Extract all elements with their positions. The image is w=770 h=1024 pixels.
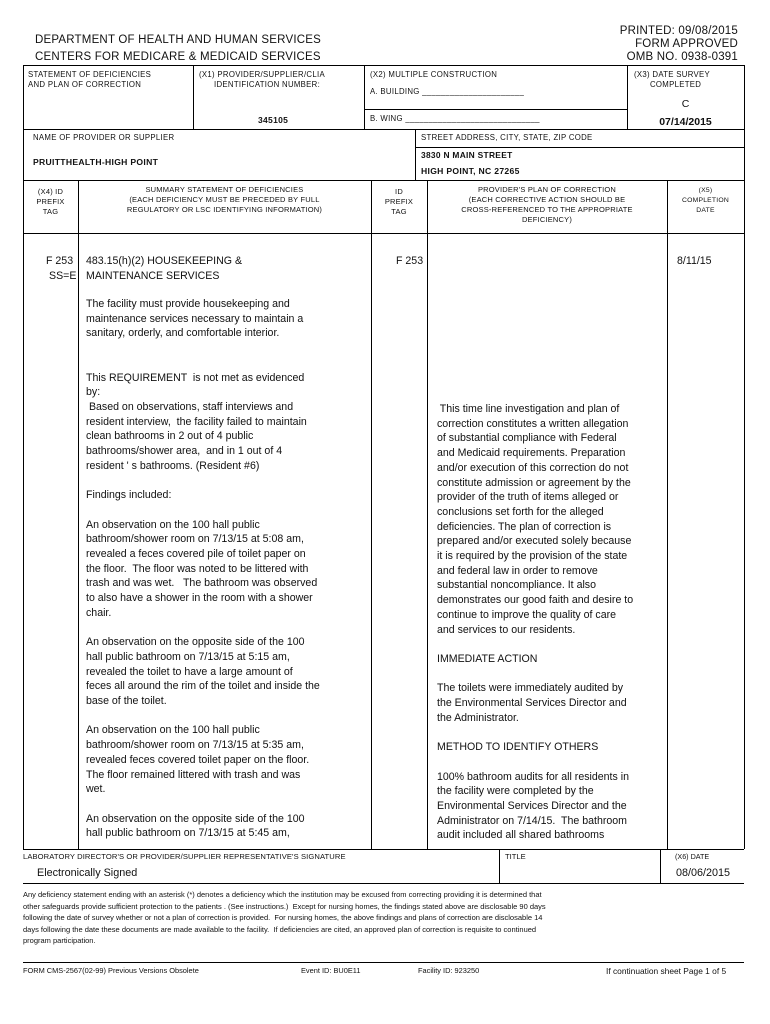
divider (371, 180, 372, 849)
divider (23, 65, 24, 849)
facility-id: Facility ID: 923250 (418, 966, 480, 975)
signature-date: 08/06/2015 (676, 867, 731, 879)
divider (667, 180, 668, 849)
divider (364, 65, 365, 129)
id-tag-header: ID PREFIX TAG (384, 187, 414, 216)
survey-code: C (681, 98, 690, 110)
building-field: A. BUILDING ______________________ (370, 87, 525, 96)
divider (364, 109, 627, 110)
completion-header: (X5) COMPLETION DATE (682, 187, 729, 214)
x2-label: (X2) MULTIPLE CONSTRUCTION (370, 70, 498, 79)
divider (744, 65, 745, 849)
regulation-title: MAINTENANCE SERVICES (86, 270, 220, 282)
provider-label: NAME OF PROVIDER OR SUPPLIER (33, 133, 175, 142)
divider (193, 65, 194, 129)
title-label: TITLE (505, 852, 526, 861)
x1-label: IDENTIFICATION NUMBER: (214, 80, 321, 89)
statement-label: AND PLAN OF CORRECTION (28, 80, 142, 89)
divider (23, 233, 744, 234)
divider (660, 849, 661, 883)
plan-header: PROVIDER'S PLAN OF CORRECTION (EACH CORRECTIVE ACTION SHOULD BE CROSS-REFERENCED TO THE APPROPRIATE DEFICIENCY) (461, 185, 633, 224)
deficiency-text: The facility must provide housekeeping and maintenance services necessary to maintain a sanitary, orderly, and comfortable interior. This REQUIREMENT is not met as evidenced by: Based on observations, staff interviews and resident interview, the facility failed to maintain clean bathrooms in 2 out of 4 public bathrooms/shower area, and in 1 out of 4 resident ' s bathrooms. (Resident #6) Findings included: An observation on the 100 hall public bathroom/shower room on 7/13/15 at 5:08 am, revealed a feces covered pile of toilet paper on the floor. The floor was noted to be littered with trash and was wet. The bathroom was observed to also have a shower in the room with a shower chair. An observation on the opposite side of the 100 hall public bathroom on 7/13/15 at 5:15 am, revealed the toilet to have a large amount of feces all around the rim of the toilet and inside the base of the toilet. An observation on the 100 hall public bathroom/shower room on 7/13/15 at 5:35 am, revealed feces covered toilet paper on the floor. The floor remained littered with trash and was wet. An observation on the opposite side of the 100 hall public bathroom on 7/13/15 at 5:45 am, (86, 298, 320, 840)
divider (23, 883, 744, 884)
provider-id-number: 345105 (258, 115, 289, 125)
plan-of-correction-text: This time line investigation and plan of correction constitutes a written allegation of substantial compliance with Federal and Medicaid requirements. Preparation and/or execution of this correction do not constitute admission or agreement by the provider of the truth of items alleged or conclusions set forth for the alleged deficiencies. The plan of correction is prepared and/or executed solely because it is required by the provision of the state and federal law in order to remove substantial noncompliance. It also demonstrates our good faith and desire to continue to improve the quality of care and services to our residents. IMMEDIATE ACTION The toilets were immediately audited by the Environmental Services Director and the Administrator. METHOD TO IDENTIFY OTHERS 100% bathroom audits for all residents in the facility were completed by the Environmental Services Director and the Administrator on 7/14/15. The bathroom audit included all shared bathrooms (437, 403, 634, 842)
deficiency-tag: F 253 (46, 255, 74, 267)
form-approved: FORM APPROVED (635, 38, 738, 50)
x3-label: COMPLETED (650, 80, 702, 89)
divider (23, 849, 744, 850)
divider (23, 129, 744, 130)
street-address: 3830 N MAIN STREET (421, 150, 513, 160)
plan-tag: F 253 (396, 255, 424, 267)
agency-title: CENTERS FOR MEDICARE & MEDICAID SERVICES (35, 51, 321, 63)
city-state-zip: HIGH POINT, NC 27265 (421, 166, 520, 176)
divider (23, 65, 744, 66)
survey-date: 07/14/2015 (659, 116, 712, 128)
provider-name: PRUITTHEALTH-HIGH POINT (33, 157, 159, 167)
date-label: (X6) DATE (675, 852, 710, 861)
department-title: DEPARTMENT OF HEALTH AND HUMAN SERVICES (35, 34, 321, 46)
divider (23, 180, 744, 181)
divider (415, 129, 416, 180)
signature-value: Electronically Signed (37, 867, 138, 879)
x4-tag-header: (X4) ID PREFIX TAG (36, 187, 65, 216)
completion-date: 8/11/15 (677, 255, 712, 267)
signature-label: LABORATORY DIRECTOR'S OR PROVIDER/SUPPLIER REPRESENTATIVE'S SIGNATURE (23, 852, 346, 861)
x3-label: (X3) DATE SURVEY (634, 70, 710, 79)
divider (78, 180, 79, 849)
printed-date: PRINTED: 09/08/2015 (619, 25, 738, 37)
disclaimer-text: Any deficiency statement ending with an asterisk (*) denotes a deficiency which the institution may be excused from correcting providing it is determined that other safeguards provide sufficient protection to the patients . (See instructions.) Except for nursing homes, the findings stated above are disclosable 90 days following the date of survey whether or not a plan of correction is provided. For nursing homes, the above findings and plans of correction are disclosable 14 days following the date these documents are made available to the facility. If deficiencies are cited, an approved plan of correction is requisite to continued program participation. (23, 890, 546, 945)
divider (499, 849, 500, 883)
divider (23, 962, 744, 963)
wing-field: B. WING _____________________________ (370, 114, 540, 123)
divider (427, 180, 428, 849)
x1-label: (X1) PROVIDER/SUPPLIER/CLIA (199, 70, 325, 79)
form-number: FORM CMS-2567(02-99) Previous Versions Obsolete (23, 966, 199, 975)
summary-header: SUMMARY STATEMENT OF DEFICIENCIES (EACH DEFICIENCY MUST BE PRECEDED BY FULL REGULATORY OR LSC IDENTIFYING INFORMATION) (126, 185, 323, 214)
statement-label: STATEMENT OF DEFICIENCIES (28, 70, 152, 79)
page-number: If continuation sheet Page 1 of 5 (606, 966, 727, 976)
event-id: Event ID: BU0E11 (301, 966, 361, 975)
address-label: STREET ADDRESS, CITY, STATE, ZIP CODE (421, 133, 593, 142)
scope-severity: SS=E (49, 270, 77, 282)
divider (415, 147, 744, 148)
regulation-title: 483.15(h)(2) HOUSEKEEPING & (86, 255, 243, 267)
omb-number: OMB NO. 0938-0391 (626, 51, 738, 63)
